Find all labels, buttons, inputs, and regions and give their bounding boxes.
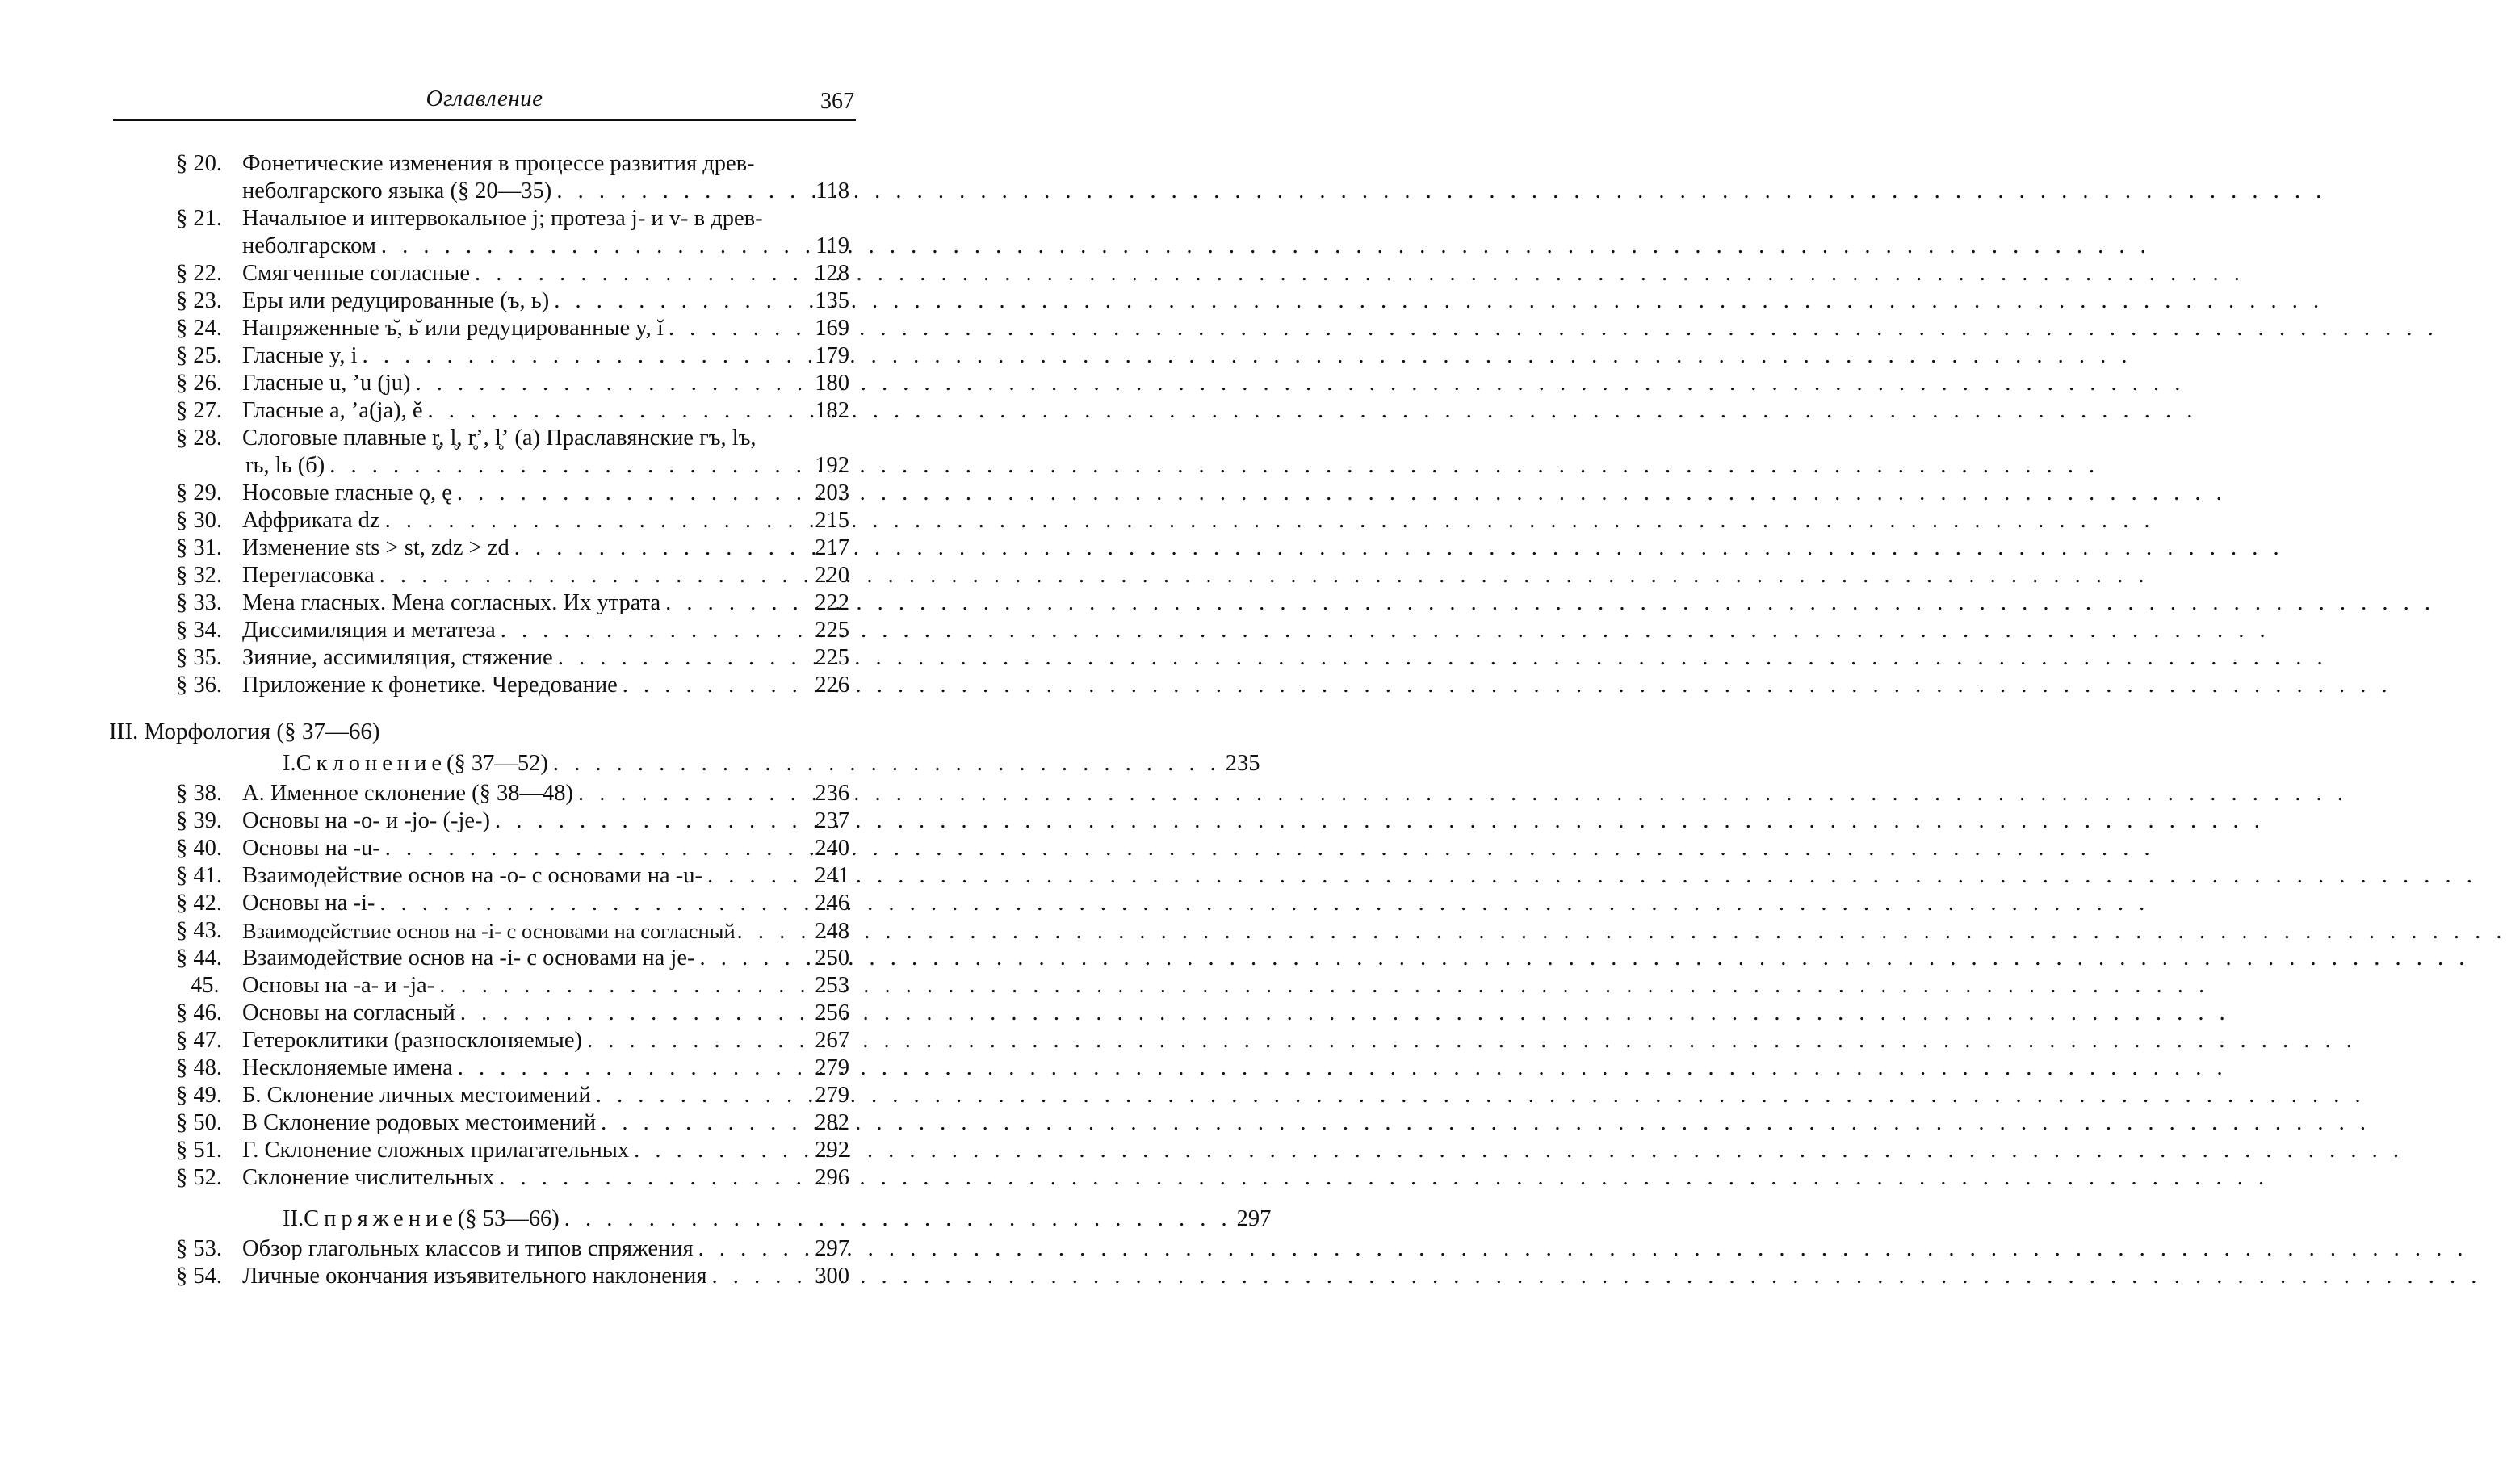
section-number: § 44. [176, 945, 222, 970]
entry-title: Фонетические изменения в процессе развития древ- [242, 151, 755, 176]
part-heading: III. Морфология (§ 37—66) [109, 719, 380, 744]
page-ref: 241 [815, 863, 849, 888]
entry-title: Взаимодействие основ на -i- с основами на je- [242, 945, 695, 970]
section-number: § 42. [176, 891, 222, 916]
entry-title: Основы на согласный [242, 1000, 455, 1025]
entry-title: Взаимодействие основ на -i- с основами на согласный [242, 919, 736, 943]
section-number: § 30. [176, 508, 222, 533]
section-number: § 34. [176, 618, 222, 643]
page-ref: 256 [815, 1000, 849, 1025]
page-ref: 253 [815, 973, 849, 998]
entry-title: Напряженные ъ̆, ь̆ или редуцированные y, ĭ [242, 316, 664, 341]
page-ref: 297 [815, 1236, 849, 1261]
entry-title: Носовые гласные ǫ, ę [242, 480, 452, 505]
entry-title: Основы на -i- [242, 891, 375, 916]
subheading-range: (§ 37—52) [446, 751, 548, 776]
section-number: § 54. [176, 1264, 222, 1289]
entry-title: В Склонение родовых местоимений [242, 1110, 597, 1135]
entry-title: Гласные a, ʼa(ja), ě [242, 398, 423, 423]
section-number: § 22. [176, 261, 222, 286]
entry-title: Диссимиляция и метатеза [242, 618, 496, 643]
entry-title: Слоговые плавные r̥, l̥, r̥ʼ, l̥ʼ (a) Праславянские гъ, lъ, [242, 425, 757, 451]
section-number: § 27. [176, 398, 222, 423]
dot-leader [379, 890, 809, 917]
entry-title: Зияние, ассимиляция, стяжение [242, 645, 553, 670]
subheading-declension [283, 751, 1260, 777]
entry-title: Гласные y, i [242, 343, 358, 368]
section-number: § 26. [176, 371, 222, 396]
dot-leader [596, 1082, 809, 1109]
page-ref: 236 [815, 781, 849, 806]
dot-leader [601, 1109, 809, 1137]
dot-leader [385, 835, 809, 862]
dot-leader [587, 1027, 809, 1054]
entry-title: Несклоняемые имена [242, 1055, 453, 1080]
dot-leader [385, 507, 809, 534]
page-ref: 215 [815, 508, 849, 533]
entry-title: Мена гласных. Мена согласных. Их утрата [242, 590, 661, 615]
dot-leader [460, 1000, 809, 1027]
entry-title: Склонение числительных [242, 1165, 495, 1190]
section-number: 45. [191, 973, 220, 998]
dot-leader [514, 534, 809, 562]
entry-title: Основы на -о- и -jo- (-je-) [242, 808, 491, 833]
dot-leader [329, 452, 809, 480]
section-number: § 29. [176, 480, 222, 505]
dot-leader: . . . . . . . . . . . . . . . . . . . . . . . . . . . . . . . . [552, 751, 1221, 776]
section-number: § 40. [176, 836, 222, 861]
section-number: § 49. [176, 1083, 222, 1108]
entry-title: Изменение sts > st, zdz > zd [242, 535, 509, 560]
entry-title: Основы на -а- и -ja- [242, 973, 435, 998]
page-ref: 246 [815, 891, 849, 916]
page-ref: 220 [815, 563, 849, 588]
entry-title: Г. Склонение сложных прилагательных [242, 1138, 630, 1163]
dot-leader [634, 1137, 809, 1164]
entry-title: А. Именное склонение (§ 38—48) [242, 781, 573, 806]
page-header [113, 81, 856, 121]
dot-leader [381, 233, 809, 260]
dot-leader [457, 480, 809, 507]
dot-leader [558, 644, 809, 672]
section-number: § 33. [176, 590, 222, 615]
page-ref: 267 [815, 1028, 849, 1053]
page-ref: 222 [815, 590, 849, 615]
page-ref: 279 [815, 1083, 849, 1108]
subheading-range: (§ 53—66) [457, 1206, 560, 1231]
dot-leader [416, 370, 809, 397]
page-ref: 179 [815, 343, 849, 368]
page-ref: 292 [815, 1138, 849, 1163]
dot-leader [699, 945, 809, 972]
page-ref: 250 [815, 945, 849, 970]
section-number: § 21. [176, 206, 222, 231]
dot-leader [556, 178, 809, 205]
dot-leader [499, 1164, 809, 1192]
entry-title: Приложение к фонетике. Чередование [242, 673, 618, 698]
section-number: § 41. [176, 863, 222, 888]
dot-leader [698, 1235, 809, 1263]
entry-title: Личные окончания изъявительного наклонения [242, 1264, 707, 1289]
dot-leader [669, 315, 809, 342]
dot-leader [363, 342, 809, 370]
section-number: § 39. [176, 808, 222, 833]
page-ref: 128 [815, 261, 849, 286]
entry-title: Взаимодействие основ на -о- с основами на -u- [242, 863, 702, 888]
entry-title: Гласные u, ʼu (ju) [242, 371, 411, 396]
page-ref: 217 [815, 535, 849, 560]
page-ref: 296 [815, 1165, 849, 1190]
page-ref: 203 [815, 480, 849, 505]
entry-title-cont: неболгарском [242, 233, 376, 258]
section-number: § 36. [176, 673, 222, 698]
section-number: § 48. [176, 1055, 222, 1080]
page-ref: 182 [815, 398, 849, 423]
entry-title: Перегласовка [242, 563, 375, 588]
dot-leader [665, 589, 809, 617]
running-title: Оглавление [426, 86, 543, 111]
page-ref: 226 [815, 673, 849, 698]
subheading-prefix: II. [283, 1206, 304, 1231]
page-ref: 297 [1236, 1206, 1272, 1231]
section-number: § 38. [176, 781, 222, 806]
entry-title: Еры или редуцированные (ъ, ь) [242, 288, 550, 313]
page-ref: 225 [815, 618, 849, 643]
section-number: § 53. [176, 1236, 222, 1261]
dot-leader [737, 918, 812, 945]
entry-title: Смягченные согласные [242, 261, 470, 286]
section-number: § 52. [176, 1165, 222, 1190]
entry-title-cont: неболгарского языка (§ 20—35) [242, 178, 552, 203]
section-number: § 51. [176, 1138, 222, 1163]
page-number: 367 [820, 89, 854, 114]
section-number: § 28. [176, 425, 222, 451]
dot-leader [379, 562, 809, 589]
page-ref: 225 [815, 645, 849, 670]
dot-leader [623, 672, 809, 699]
subheading-title: Спряжение [304, 1206, 458, 1231]
section-number: § 25. [176, 343, 222, 368]
dot-leader [501, 617, 809, 644]
page-ref: 180 [815, 371, 849, 396]
section-number: § 35. [176, 645, 222, 670]
section-number: § 43. [176, 918, 222, 943]
section-number: § 23. [176, 288, 222, 313]
entry-title: Гетероклитики (разносклоняемые) [242, 1028, 582, 1053]
page-ref: 300 [815, 1264, 849, 1289]
dot-leader [458, 1054, 809, 1082]
section-number: § 24. [176, 316, 222, 341]
page-ref: 248 [815, 919, 849, 944]
entry-title: Основы на -u- [242, 836, 380, 861]
dot-leader [711, 1263, 809, 1290]
section-number: § 50. [176, 1110, 222, 1135]
page-ref: 169 [815, 316, 849, 341]
subheading-prefix: I. [283, 751, 296, 776]
entry-title: Б. Склонение личных местоимений [242, 1083, 591, 1108]
entry-title: Аффриката dz [242, 508, 380, 533]
page-ref: 282 [815, 1110, 849, 1135]
subheading-conjugation [283, 1206, 1272, 1232]
entry-title-cont: rь, lь (б) [245, 453, 325, 478]
page-ref: 192 [815, 453, 849, 478]
section-number: § 20. [176, 151, 222, 176]
entry-title: Обзор глагольных классов и типов спряжения [242, 1236, 694, 1261]
dot-leader [495, 807, 809, 835]
dot-leader [439, 972, 809, 1000]
dot-leader [707, 862, 809, 890]
page-ref: 235 [1225, 751, 1260, 776]
section-number: § 31. [176, 535, 222, 560]
dot-leader: . . . . . . . . . . . . . . . . . . . . . . . . . . . . . . . . [564, 1206, 1232, 1231]
page-ref: 237 [815, 808, 849, 833]
dot-leader [578, 780, 809, 807]
page-ref: 279 [815, 1055, 849, 1080]
entry-title: Начальное и интервокальное j; протеза j- и v- в древ- [242, 206, 763, 231]
section-number: § 32. [176, 563, 222, 588]
section-number: § 46. [176, 1000, 222, 1025]
page-ref: 240 [815, 836, 849, 861]
dot-leader [475, 260, 809, 287]
section-number: § 47. [176, 1028, 222, 1053]
page-ref: 118 [815, 178, 849, 203]
page-ref: 119 [815, 233, 849, 258]
page-ref: 135 [815, 288, 849, 313]
subheading-title: Склонение [296, 751, 447, 776]
dot-leader [554, 287, 809, 315]
dot-leader [428, 397, 809, 425]
